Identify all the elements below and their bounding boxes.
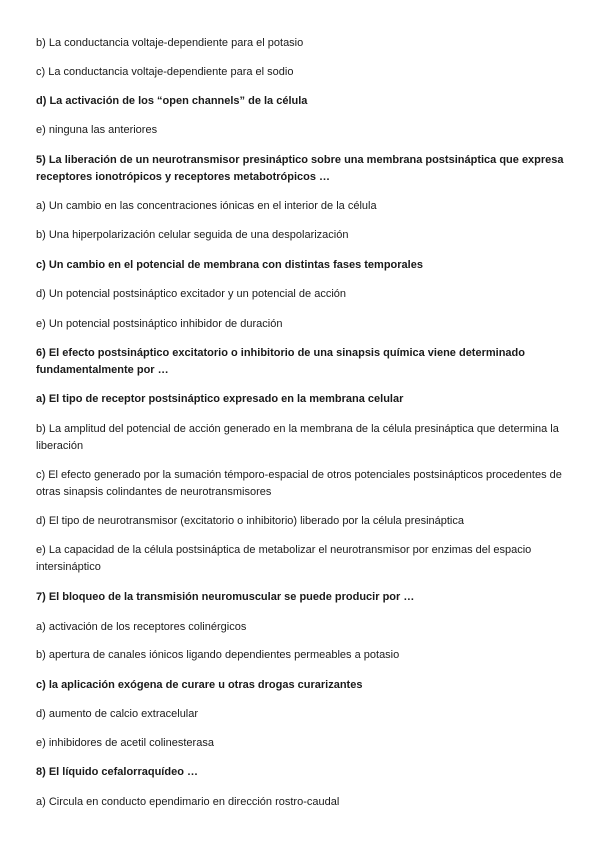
answer-option: b) La conductancia voltaje-dependiente para el potasio <box>36 37 304 49</box>
answer-option-correct: d) La activación de los “open channels” de la célula <box>36 95 308 107</box>
answer-option-correct: c) la aplicación exógena de curare u otras drogas curarizantes <box>36 679 363 691</box>
question-8: 8) El líquido cefalorraquídeo … <box>36 766 198 778</box>
answer-option: b) Una hiperpolarización celular seguida de una despolarización <box>36 229 349 241</box>
answer-option: a) Un cambio en las concentraciones iónicas en el interior de la célula <box>36 200 377 212</box>
answer-option: e) inhibidores de acetil colinesterasa <box>36 737 214 749</box>
answer-option: c) El efecto generado por la sumación témporo-espacial de otros potenciales postsinápticos procedentes de otras sinapsis colindantes de neurotransmisores <box>36 469 562 498</box>
question-5: 5) La liberación de un neurotransmisor presináptico sobre una membrana postsináptica que expresa receptores ionotrópicos y receptores metabotrópicos … <box>36 154 564 183</box>
answer-option: a) Circula en conducto ependimario en dirección rostro-caudal <box>36 796 340 808</box>
answer-option: b) La amplitud del potencial de acción generado en la membrana de la célula presináptica que determina la liberación <box>36 423 559 452</box>
answer-option: b) apertura de canales iónicos ligando dependientes permeables a potasio <box>36 649 400 661</box>
question-6: 6) El efecto postsináptico excitatorio o inhibitorio de una sinapsis química viene determinado fundamentalmente por … <box>36 347 525 376</box>
answer-option: d) El tipo de neurotransmisor (excitatorio o inhibitorio) liberado por la célula presináptica <box>36 515 464 527</box>
question-7: 7) El bloqueo de la transmisión neuromuscular se puede producir por … <box>36 591 415 603</box>
answer-option: a) activación de los receptores colinérgicos <box>36 621 247 633</box>
answer-option: e) Un potencial postsináptico inhibidor de duración <box>36 318 283 330</box>
answer-option-correct: c) Un cambio en el potencial de membrana con distintas fases temporales <box>36 259 423 271</box>
answer-option: e) ninguna las anteriores <box>36 124 158 136</box>
answer-option: d) aumento de calcio extracelular <box>36 708 199 720</box>
answer-option: e) La capacidad de la célula postsináptica de metabolizar el neurotransmisor por enzimas del espacio intersináptico <box>36 544 532 573</box>
answer-option: c) La conductancia voltaje-dependiente para el sodio <box>36 66 294 78</box>
answer-option-correct: a) El tipo de receptor postsináptico expresado en la membrana celular <box>36 393 404 405</box>
answer-option: d) Un potencial postsináptico excitador y un potencial de acción <box>36 288 347 300</box>
